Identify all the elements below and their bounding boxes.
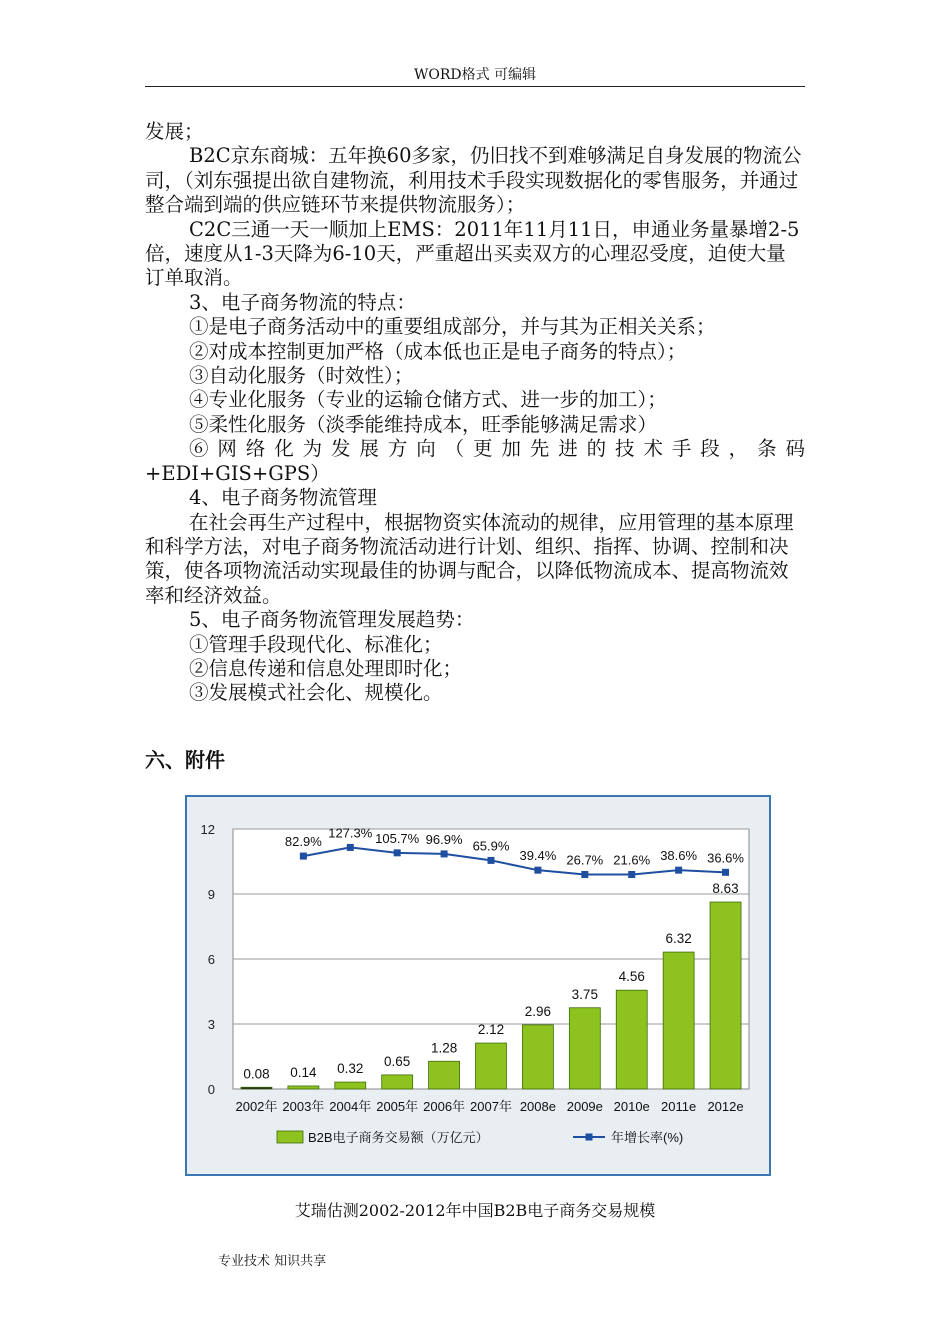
growth-value-label: 36.6%	[707, 850, 744, 866]
paragraph: ②对成本控制更加严格（成本低也正是电子商务的特点）；	[189, 339, 687, 363]
y-tick-label: 9	[207, 887, 215, 902]
y-tick-label: 0	[207, 1082, 215, 1097]
bar	[335, 1082, 366, 1089]
x-tick-label: 2009e	[566, 1099, 603, 1114]
legend-bar-swatch	[277, 1131, 303, 1143]
paragraph: ③发展模式社会化、规模化。	[189, 681, 443, 705]
growth-value-label: 82.9%	[284, 834, 322, 850]
x-tick-label: 2002年	[235, 1099, 278, 1114]
legend-line-label: 年增长率(%)	[611, 1130, 684, 1145]
bar	[429, 1061, 460, 1089]
bar-value-label: 0.32	[337, 1061, 364, 1077]
x-tick-label: 2003年	[282, 1099, 325, 1114]
paragraph: ④专业化服务（专业的运输仓储方式、进一步的加工）；	[189, 388, 667, 412]
growth-point	[300, 853, 307, 860]
bar	[616, 990, 647, 1089]
paragraph: ①管理手段现代化、标准化；	[189, 632, 443, 656]
growth-point	[394, 849, 401, 856]
bar	[710, 902, 741, 1089]
x-tick-label: 2010e	[613, 1099, 650, 1114]
growth-point	[534, 867, 541, 874]
growth-point	[581, 871, 588, 878]
growth-point	[722, 869, 729, 876]
growth-point	[675, 867, 682, 874]
y-tick-label: 6	[207, 952, 215, 967]
growth-point	[441, 850, 448, 857]
paragraph: +EDI+GIS+GPS）	[145, 461, 330, 485]
x-tick-label: 2006年	[423, 1099, 466, 1114]
paragraph: ⑥网络化为发展方向（更加先进的技术手段，条码	[189, 437, 805, 461]
x-tick-label: 2005年	[376, 1099, 419, 1114]
growth-value-label: 26.7%	[566, 852, 604, 868]
header-rule	[145, 86, 805, 87]
bar	[663, 952, 694, 1089]
growth-point	[628, 871, 635, 878]
bar-value-label: 0.08	[243, 1066, 270, 1082]
bar-value-label: 3.75	[571, 986, 598, 1002]
paragraph: C2C三通一天一顺加上EMS：2011年11月11日，申通业务量暴增2-5倍，速度从1-3天降为6-10天，严重超出买卖双方的心理忍受度，迫使大量订单取消。	[145, 217, 800, 290]
bar	[476, 1043, 507, 1089]
bar-value-label: 8.63	[712, 881, 739, 897]
y-tick-label: 12	[200, 822, 215, 837]
growth-value-label: 65.9%	[472, 838, 510, 854]
bar-value-label: 6.32	[665, 931, 692, 947]
bar	[241, 1087, 272, 1089]
bar-value-label: 1.28	[430, 1040, 458, 1056]
x-tick-label: 2011e	[661, 1099, 697, 1114]
growth-value-label: 96.9%	[425, 831, 463, 847]
x-tick-label: 2008e	[519, 1099, 556, 1114]
paragraph: ①是电子商务活动中的重要组成部分，并与其为正相关关系；	[189, 315, 716, 339]
chart-svg	[187, 797, 769, 1174]
paragraph: 5、电子商务物流管理发展趋势：	[189, 608, 475, 632]
figure-caption: 艾瑞估测2002-2012年中国B2B电子商务交易规模	[294, 1201, 656, 1220]
legend-bar-label: B2B电子商务交易额（万亿元）	[308, 1130, 489, 1145]
growth-point	[347, 844, 354, 851]
paragraph: ②信息传递和信息处理即时化；	[189, 656, 463, 680]
bar	[569, 1008, 600, 1089]
growth-value-label: 21.6%	[613, 852, 651, 868]
paragraph: 在社会再生产过程中，根据物资实体流动的规律，应用管理的基本原理和科学方法，对电子商务物流活动进行计划、组织、指挥、协调、控制和决策，使各项物流活动实现最佳的协调与配合，以降低物流成本、提高物流效率和经济效益。	[145, 510, 794, 607]
growth-value-label: 127.3%	[328, 825, 373, 841]
growth-point	[488, 857, 495, 864]
growth-value-label: 39.4%	[519, 848, 557, 864]
paragraph: 发展；	[145, 120, 204, 143]
page-footer: 专业技术 知识共享	[218, 1254, 327, 1269]
page-header: WORD格式 可编辑	[413, 67, 537, 83]
paragraph: 4、电子商务物流管理	[189, 486, 377, 510]
paragraph: ⑤柔性化服务（淡季能维持成本，旺季能够满足需求）	[189, 412, 658, 436]
x-tick-label: 2012e	[707, 1099, 744, 1114]
body-text	[145, 120, 805, 706]
bar	[522, 1025, 553, 1089]
paragraph: 3、电子商务物流的特点：	[189, 290, 416, 314]
legend-line-marker	[586, 1134, 593, 1141]
bar-value-label: 2.96	[524, 1003, 552, 1019]
y-tick-label: 3	[207, 1017, 215, 1032]
x-tick-label: 2004年	[329, 1099, 372, 1114]
paragraph: B2C京东商城：五年换60多家，仍旧找不到难够满足自身发展的物流公司，（刘东强提出欲自建物流，利用技术手段实现数据化的零售服务，并通过整合端到端的供应链环节来提供物流服务）；	[145, 144, 802, 217]
b2b-chart	[185, 795, 771, 1176]
bar-value-label: 2.12	[477, 1022, 505, 1038]
bar	[288, 1086, 319, 1089]
bar-value-label: 4.56	[618, 969, 645, 985]
section-title: 六、附件	[145, 748, 225, 772]
growth-value-label: 38.6%	[660, 848, 698, 864]
bar-value-label: 0.14	[290, 1064, 317, 1080]
bar-value-label: 0.65	[384, 1053, 411, 1069]
x-tick-label: 2007年	[470, 1099, 512, 1114]
paragraph: ③自动化服务（时效性）；	[189, 364, 414, 388]
bar	[382, 1075, 413, 1089]
growth-value-label: 105.7%	[375, 830, 420, 846]
